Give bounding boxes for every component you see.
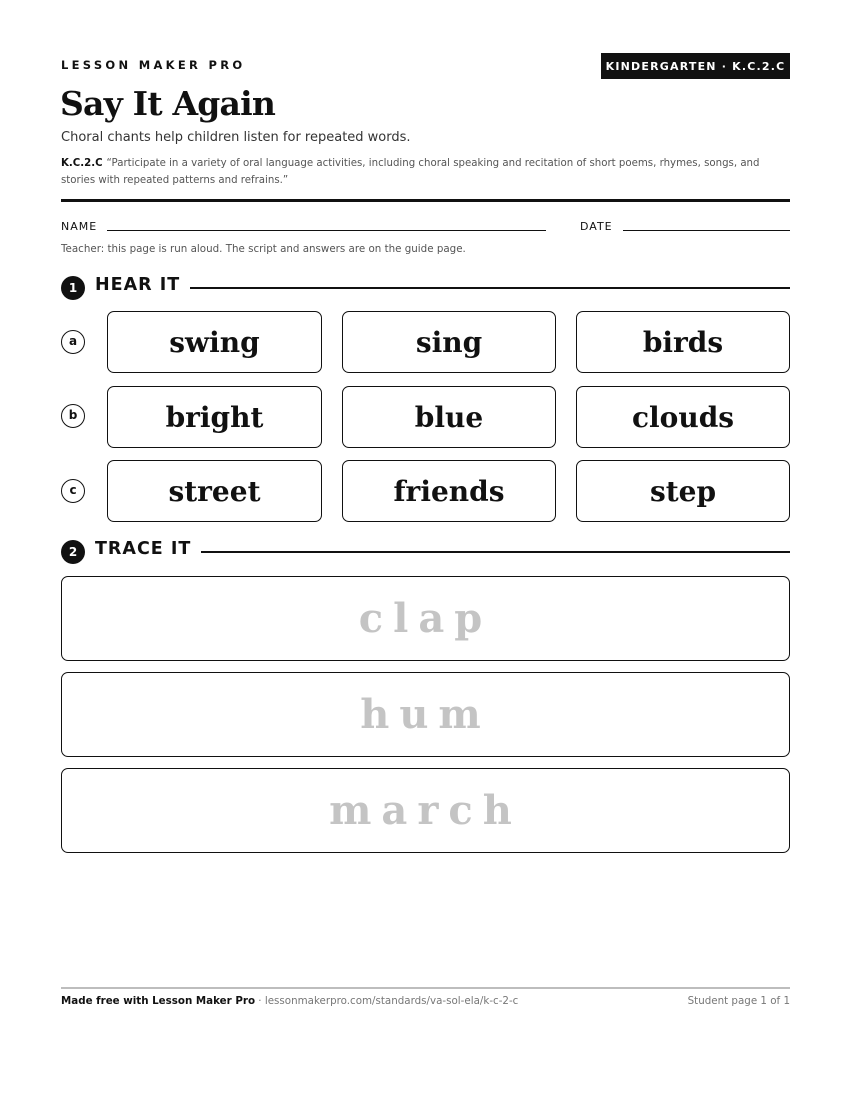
date-label: DATE [580, 220, 613, 233]
trace-word-box[interactable]: clap [61, 576, 790, 661]
word-card[interactable]: friends [342, 460, 556, 522]
standard-code: K.C.2.C [61, 158, 103, 169]
footer-made-with: Made free with Lesson Maker Pro [61, 995, 256, 1007]
word-card[interactable]: clouds [576, 386, 790, 448]
footer-divider [61, 987, 790, 989]
footer-url[interactable]: lessonmakerpro.com/standards/va-sol-ela/k-c-2-c [264, 995, 519, 1007]
grade-badge: KINDERGARTEN · K.C.2.C [601, 53, 790, 79]
word-card[interactable]: sing [342, 311, 556, 373]
word-card[interactable]: blue [342, 386, 556, 448]
row-b-letter: b [61, 404, 85, 428]
section-2-rule [201, 551, 790, 553]
trace-word-box[interactable]: march [61, 768, 790, 853]
section-2-number: 2 [61, 540, 85, 564]
standard-statement [61, 156, 790, 189]
page-title: Say It Again [60, 84, 276, 123]
word-card[interactable]: street [107, 460, 322, 522]
row-c-letter: c [61, 479, 85, 503]
name-field[interactable] [107, 230, 546, 231]
word-card[interactable]: step [576, 460, 790, 522]
standard-text: “Participate in a variety of oral language activities, including choral speaking and recitation of short poems, rhymes, songs, and stories with repeated patterns and refrains.” [61, 158, 760, 186]
page-subtitle: Choral chants help children listen for repeated words. [61, 130, 411, 145]
word-card[interactable]: swing [107, 311, 322, 373]
row-a-letter: a [61, 330, 85, 354]
section-1-number: 1 [61, 276, 85, 300]
section-2-title: TRACE IT [95, 539, 192, 559]
section-1-title: HEAR IT [95, 275, 181, 295]
word-card[interactable]: birds [576, 311, 790, 373]
section-1-rule [190, 287, 790, 289]
footer-page-number: Student page 1 of 1 [687, 995, 790, 1007]
teacher-note: Teacher: this page is run aloud. The script and answers are on the guide page. [61, 243, 466, 255]
trace-word-box[interactable]: hum [61, 672, 790, 757]
footer-separator: · [255, 995, 265, 1007]
brand-name: LESSON MAKER PRO [61, 58, 246, 72]
date-field[interactable] [623, 230, 790, 231]
name-label: NAME [61, 220, 98, 233]
word-card[interactable]: bright [107, 386, 322, 448]
footer-credit [61, 995, 518, 1007]
header-divider [61, 199, 790, 202]
